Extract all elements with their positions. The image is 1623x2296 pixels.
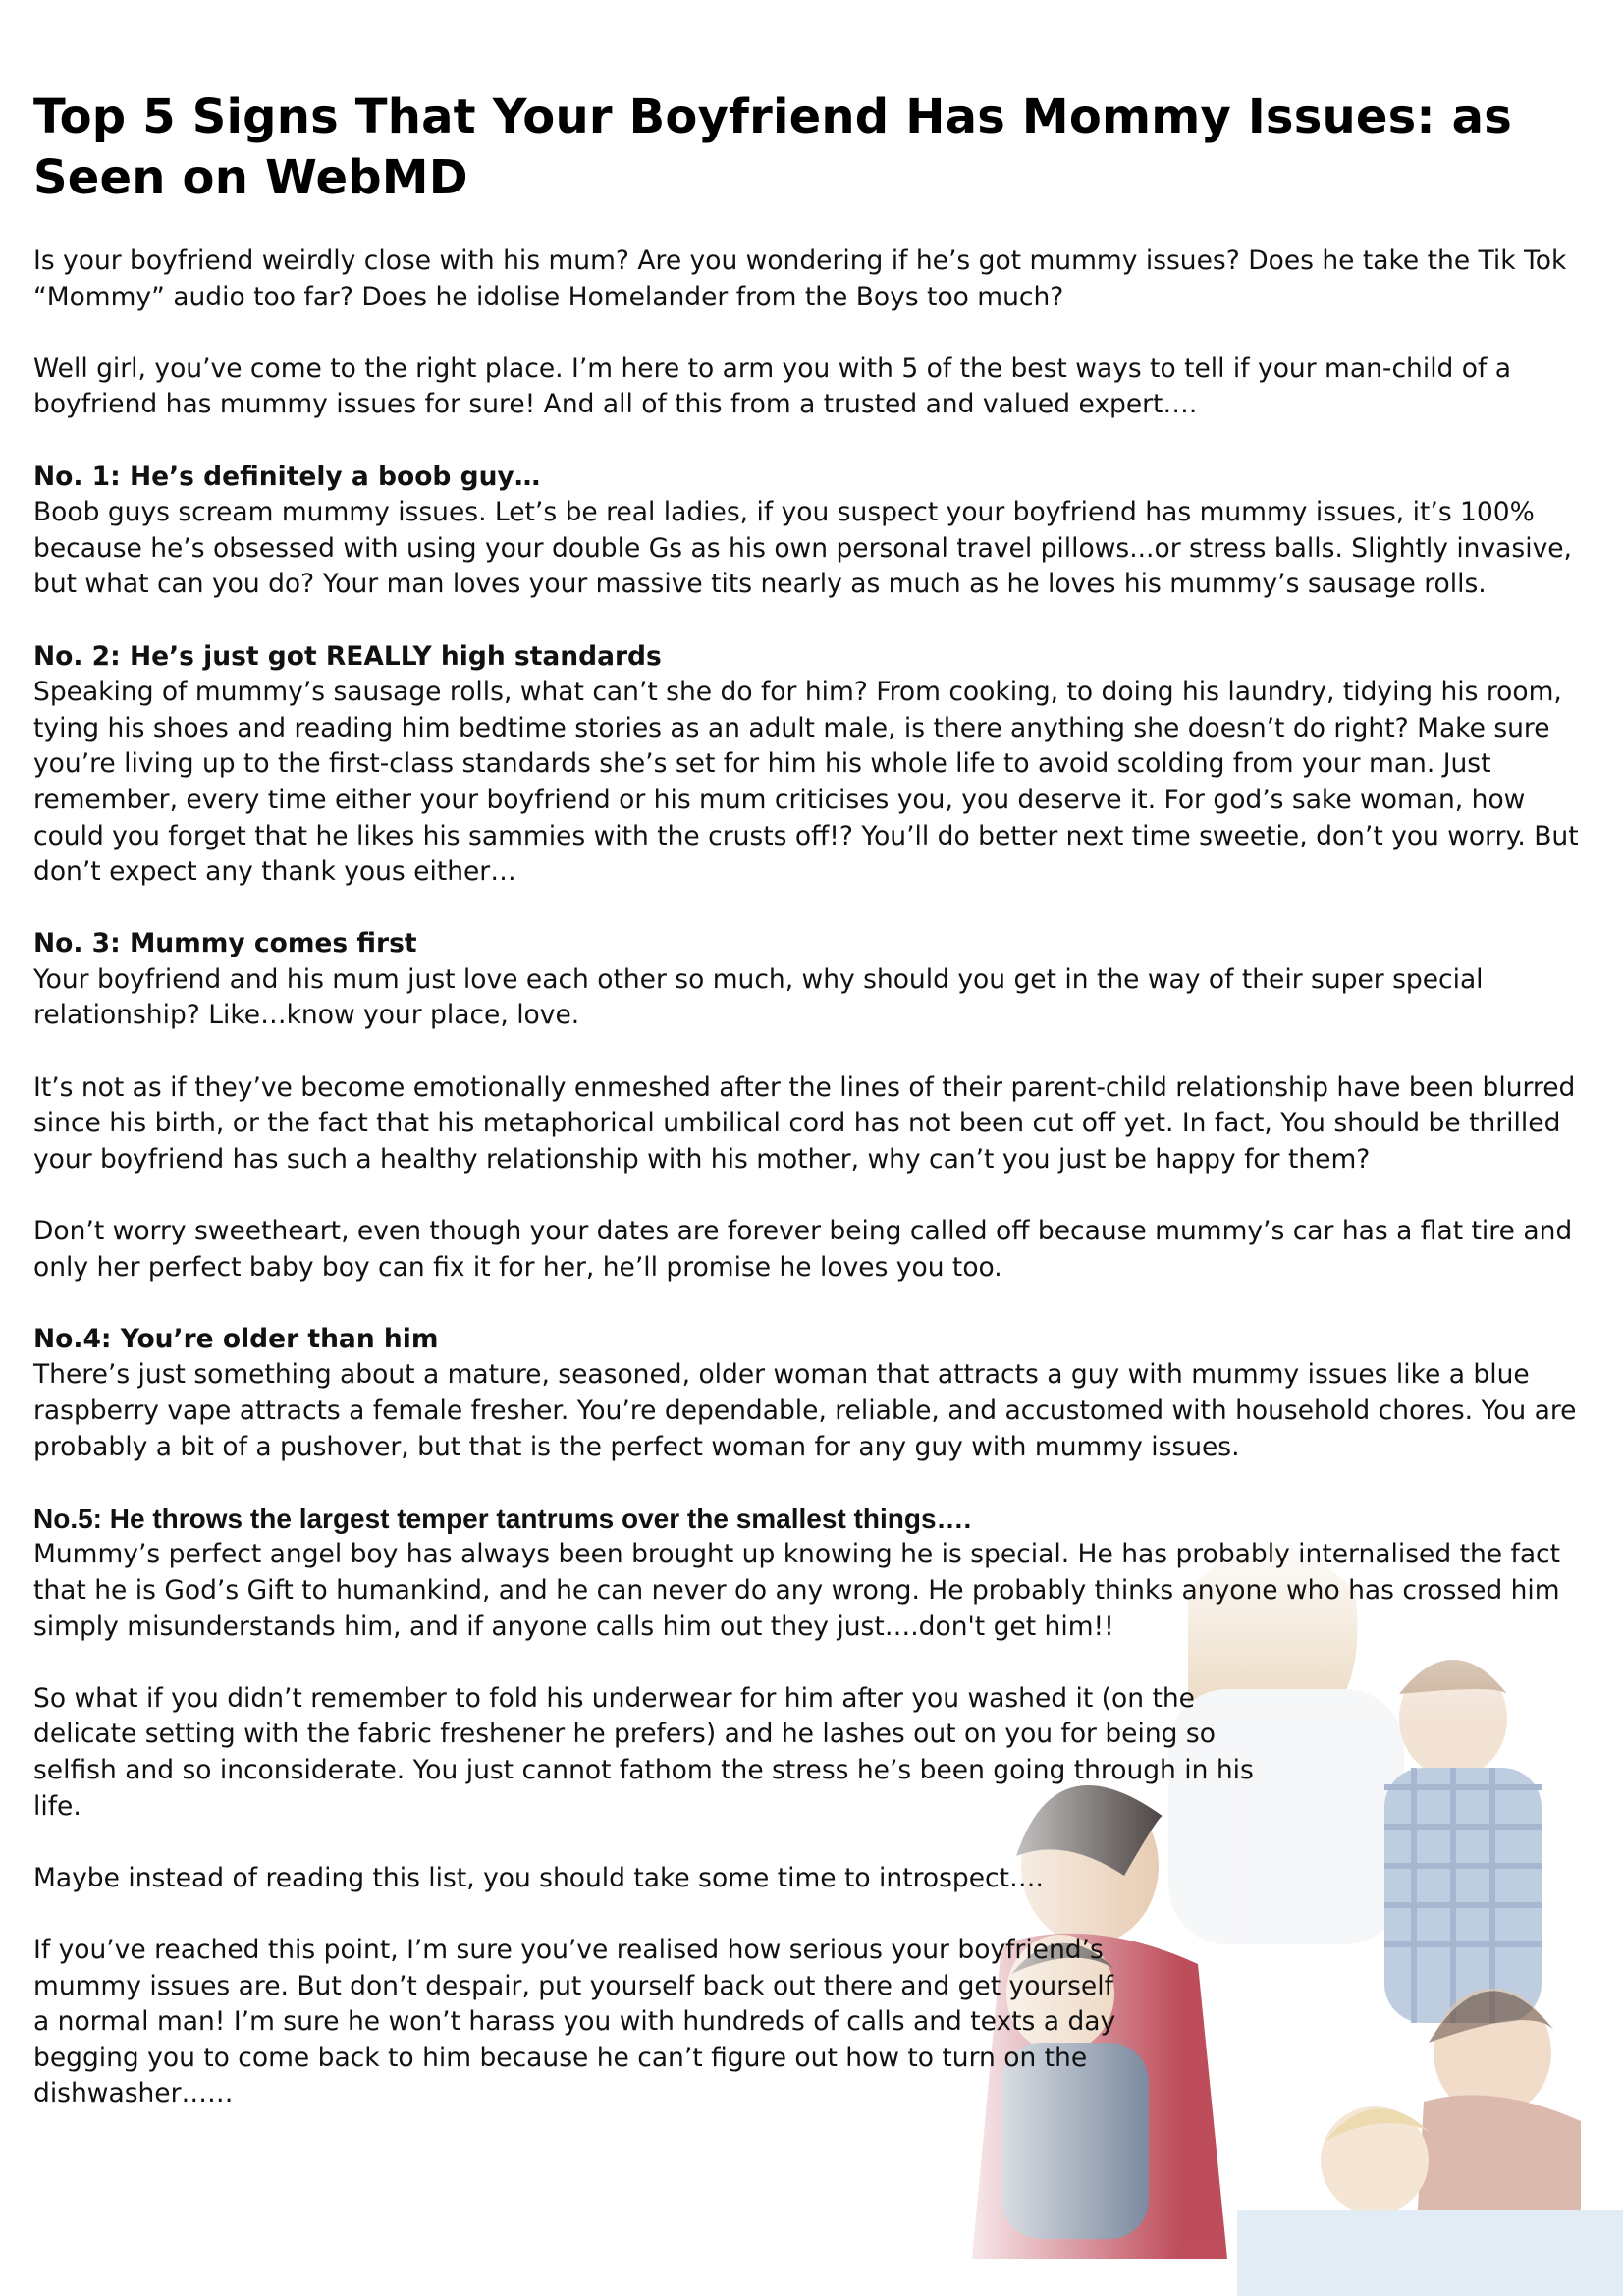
section-heading: No.5: He throws the largest temper tantrums over the smallest things…. [33, 1503, 972, 1534]
section-paragraph: So what if you didn’t remember to fold his underwear for him after you washed it (on the delicate setting with the fabric freshener he prefers) and he lashes out on you for being so selfish and so inconsiderate. You just cannot fathom the stress he’s been going through in his life. [33, 1682, 1254, 1822]
section-paragraph: Speaking of mummy’s sausage rolls, what can’t she do for him? From cooking, to doing his laundry, tidying his room, tying his shoes and reading him bedtime stories as an adult male, is there anything she doesn’t do right? Make sure you’re living up to the first-class standards she’s set for him his whole life to avoid scolding from your man. Just remember, every time either your boyfriend or his mum criticises you, you deserve it. For god’s sake woman, how could you forget that he likes his sammies with the crusts off!? You’ll do better next time sweetie, don’t you worry. But don’t expect any thank yous either… [33, 677, 1579, 888]
intro-paragraph: Well girl, you’ve come to the right place. I’m here to arm you with 5 of the best ways to tell if your man-child of a boyfriend has mummy issues for sure! And all of this from a trusted and valued expert…. [33, 353, 1512, 420]
intro-paragraph: Is your boyfriend weirdly close with his mum? Are you wondering if he’s got mummy issues? Does he take the Tik Tok “Mommy” audio too far? Does he idolise Homelander from the Boys too much? [33, 246, 1567, 312]
section-paragraph: Don’t worry sweetheart, even though your dates are forever being called off because mummy’s car has a flat tire and only her perfect baby boy can fix it for her, he’ll promise he loves you too. [33, 1216, 1573, 1283]
section-heading: No.4: You’re older than him [33, 1323, 439, 1354]
article-title: Top 5 Signs That Your Boyfriend Has Mommy Issues: as Seen on WebMD [33, 89, 1513, 205]
article-body [33, 86, 1595, 2112]
section-heading: No. 3: Mummy comes first [33, 928, 417, 959]
section-paragraph: Maybe instead of reading this list, you should take some time to introspect…. [33, 1862, 1044, 1893]
section-paragraph: If you’ve reached this point, I’m sure you’ve realised how serious your boyfriend’s mummy issues are. But don’t despair, put yourself back out there and get yourself a normal man! I’m sure he won’t harass you with hundreds of calls and texts a day begging you to come back to him because he can’t figure out how to turn on the dishwasher…… [33, 1934, 1116, 2109]
section-paragraph: Mummy’s perfect angel boy has always been brought up knowing he is special. He has probably internalised the fact that he is God’s Gift to humankind, and he can never do any wrong. He probably thinks anyone who has crossed him simply misunderstands him, and if anyone calls him out they just….don't get him!! [33, 1539, 1561, 1642]
section-heading: No. 1: He’s definitely a boob guy… [33, 461, 541, 492]
section-paragraph: Your boyfriend and his mum just love each other so much, why should you get in the way of their super special relationship? Like…know your place, love. [33, 963, 1484, 1031]
section-heading: No. 2: He’s just got REALLY high standards [33, 640, 662, 672]
section-paragraph: Boob guys scream mummy issues. Let’s be real ladies, if you suspect your boyfriend has mummy issues, it’s 100% because he’s obsessed with using your double Gs as his own personal travel pillows...or stress balls. Slightly invasive, but what can you do? Your man loves your massive tits nearly as much as he loves his mummy’s sausage rolls. [33, 497, 1572, 600]
section-paragraph: There’s just something about a mature, seasoned, older woman that attracts a guy with mummy issues like a blue raspberry vape attracts a female fresher. You’re dependable, reliable, and accustomed with household chores. You are probably a bit of a pushover, but that is the perfect woman for any guy with mummy issues. [33, 1359, 1577, 1462]
section-paragraph: It’s not as if they’ve become emotionally enmeshed after the lines of their parent-child relationship have been blurred since his birth, or the fact that his metaphorical umbilical cord has not been cut off yet. In fact, You should be thrilled your boyfriend has such a healthy relationship with his mother, why can’t you just be happy for them? [33, 1071, 1576, 1175]
